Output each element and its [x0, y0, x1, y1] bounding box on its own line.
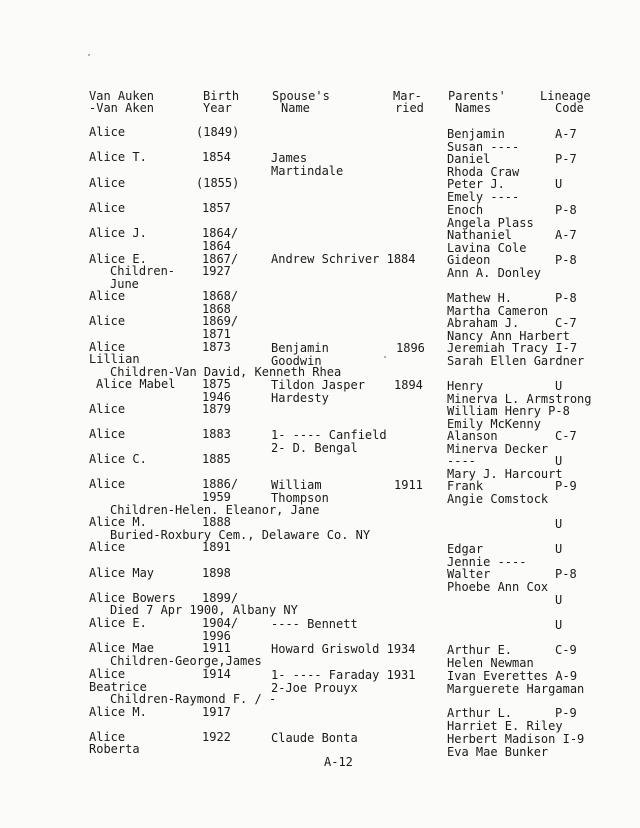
entry-line: Arthur E. — [447, 643, 513, 657]
entry-line: Daniel — [447, 152, 491, 166]
entry-line: U — [555, 542, 563, 556]
entry-line: 2-Joe Prouyx — [271, 681, 358, 695]
header-parents-line2: Names — [455, 101, 492, 115]
entry-line: 1883 — [202, 427, 231, 441]
entry-line: Alice — [89, 201, 126, 215]
scan-speck — [88, 54, 90, 56]
header-name-line1: Van Auken — [89, 89, 155, 103]
entry-line: Minerva L. Armstrong — [447, 392, 592, 406]
entry-line: Benjamin — [447, 127, 505, 141]
entry-line: James — [271, 151, 308, 165]
entry-line: 1871 — [202, 327, 231, 341]
entry-line: Alice M. — [89, 705, 147, 719]
entry-line: Harriet E. Riley — [447, 719, 563, 733]
entry-line: 1914 — [202, 667, 231, 681]
entry-line: Henry — [447, 379, 484, 393]
entry-line: 1- ---- Canfield — [271, 428, 387, 442]
entry-line: Died 7 Apr 1900, Albany NY — [110, 603, 298, 617]
entry-line: 1904/ — [202, 616, 239, 630]
entry-line: Alanson — [447, 429, 498, 443]
entry-line: Children-Raymond F. / - — [110, 692, 277, 706]
entry-line: 1868 — [202, 302, 231, 316]
entry-line: 1911 — [202, 641, 231, 655]
entry-line: Lillian — [89, 352, 140, 366]
entry-line: 1898 — [202, 566, 231, 580]
entry-line: 1873 — [202, 340, 231, 354]
entry-line: Tildon Jasper — [271, 378, 365, 392]
entry-line: 1959 — [202, 490, 231, 504]
entry-line: Alice M. — [89, 515, 147, 529]
entry-line: Andrew Schriver 1884 — [271, 252, 416, 266]
entry-line: 1875 — [202, 377, 231, 391]
entry-line: Beatrice — [89, 680, 147, 694]
entry-line: Martindale — [271, 164, 344, 178]
entry-line: U — [555, 593, 563, 607]
entry-line: U — [555, 454, 563, 468]
entry-line: Hardesty — [271, 391, 329, 405]
entry-line: 1864/ — [202, 226, 239, 240]
entry-line: Alice Bowers — [89, 591, 176, 605]
entry-line: Eva Mae Bunker — [447, 745, 549, 759]
entry-line: Children- — [110, 264, 176, 278]
entry-line: Ann A. Donley — [447, 266, 541, 280]
entry-line: 1886/ — [202, 477, 239, 491]
entry-line: Herbert Madison I-9 — [447, 732, 585, 746]
entry-line: Alice E. — [89, 616, 147, 630]
entry-line: Alice E. — [89, 252, 147, 266]
entry-line: 1- ---- Faraday 1931 — [271, 668, 416, 682]
entry-line: 1869/ — [202, 314, 239, 328]
entry-line: 1885 — [202, 452, 231, 466]
entry-line: Gideon — [447, 253, 491, 267]
entry-line: C-7 — [555, 316, 577, 330]
entry-line: Nancy Ann Harbert — [447, 329, 570, 343]
entry-line: P-7 — [555, 152, 577, 166]
entry-line: Abraham J. — [447, 316, 520, 330]
entry-line: 1857 — [202, 201, 231, 215]
entry-line: 1917 — [202, 705, 231, 719]
header-spouse-line1: Spouse's — [272, 89, 330, 103]
entry-line: 1854 — [202, 150, 231, 164]
entry-line: ---- — [447, 454, 476, 468]
entry-line: P-8 — [555, 253, 577, 267]
entry-line: (1849) — [196, 125, 240, 139]
entry-line: A-7 — [555, 127, 577, 141]
entry-line: Nathaniel — [447, 228, 513, 242]
entry-line: Buried-Roxbury Cem., Delaware Co. NY — [110, 528, 371, 542]
entry-line: P-8 — [555, 203, 577, 217]
scan-speck — [384, 356, 386, 358]
entry-line: Alice — [89, 340, 126, 354]
entry-line: C-7 — [555, 429, 577, 443]
entry-line: Alice Mabel — [96, 377, 176, 391]
entry-line: Alice — [89, 540, 126, 554]
entry-line: Alice — [89, 667, 126, 681]
entry-line: Alice — [89, 730, 126, 744]
entry-line: 1996 — [202, 629, 231, 643]
entry-line: Enoch — [447, 203, 484, 217]
entry-line: Helen Newman — [447, 656, 534, 670]
entry-line: Ivan Everettes A-9 — [447, 669, 578, 683]
entry-line: Children-Van David, Kenneth Rhea — [110, 365, 342, 379]
header-birth-line1: Birth — [203, 89, 240, 103]
entry-line: William — [271, 478, 322, 492]
entry-line: Roberta — [89, 742, 140, 756]
entry-line: Alice J. — [89, 226, 147, 240]
entry-line: 1864 — [202, 239, 231, 253]
entry-line: Peter J. — [447, 177, 505, 191]
entry-line: 1888 — [202, 515, 231, 529]
header-spouse-line2: Name — [281, 101, 310, 115]
entry-line: Howard Griswold 1934 — [271, 642, 416, 656]
entry-line: William Henry P-8 — [447, 404, 570, 418]
entry-line: U — [555, 517, 563, 531]
entry-line: U — [555, 177, 563, 191]
entry-line: Mathew H. — [447, 291, 513, 305]
header-parents-line1: Parents' — [448, 89, 506, 103]
entry-line: Alice C. — [89, 452, 147, 466]
page-number: A-12 — [324, 755, 353, 769]
entry-line: 1927 — [202, 264, 231, 278]
entry-line: Martha Cameron — [447, 304, 549, 318]
entry-line: 1867/ — [202, 252, 239, 266]
entry-line: U — [555, 379, 563, 393]
entry-line: Frank — [447, 479, 484, 493]
entry-line: 2- D. Bengal — [271, 441, 358, 455]
entry-line: Angela Plass — [447, 216, 534, 230]
entry-line: Alice Mae — [89, 641, 155, 655]
entry-line: P-8 — [555, 291, 577, 305]
entry-line: 1899/ — [202, 591, 239, 605]
entry-line: Rhoda Craw — [447, 165, 520, 179]
entry-line: U — [555, 618, 563, 632]
entry-line: 1922 — [202, 730, 231, 744]
entry-line: Goodwin — [271, 354, 322, 368]
entry-line: Jeremiah Tracy I-7 — [447, 341, 578, 355]
entry-line: Lavina Cole — [447, 241, 527, 255]
header-married-line2: ried — [395, 101, 424, 115]
entry-line: June — [110, 277, 139, 291]
entry-line: ---- Bennett — [271, 617, 358, 631]
entry-line: Mary J. Harcourt — [447, 467, 563, 481]
entry-line: Arthur L. — [447, 706, 513, 720]
entry-line: Alice — [89, 176, 126, 190]
entry-line: Edgar — [447, 542, 484, 556]
entry-line: Alice — [89, 427, 126, 441]
entry-line: Alice May — [89, 566, 155, 580]
entry-line: Sarah Ellen Gardner — [447, 354, 585, 368]
entry-line: P-9 — [555, 479, 577, 493]
entry-line: 1894 — [394, 378, 423, 392]
entry-line: 1911 — [394, 478, 423, 492]
entry-line: (1855) — [196, 176, 240, 190]
entry-line: 1896 — [396, 341, 425, 355]
header-lineage-line1: Lineage — [540, 89, 591, 103]
entry-line: Emily McKenny — [447, 417, 541, 431]
entry-line: Alice — [89, 125, 126, 139]
entry-line: Alice — [89, 477, 126, 491]
entry-line: Benjamin — [271, 341, 329, 355]
header-married-line1: Mar- — [393, 89, 422, 103]
entry-line: Marguerete Hargaman — [447, 682, 585, 696]
entry-line: Children-George,James — [110, 654, 262, 668]
entry-line: Alice T. — [89, 150, 147, 164]
entry-line: Alice — [89, 314, 126, 328]
entry-line: Walter — [447, 567, 491, 581]
entry-line: 1891 — [202, 540, 231, 554]
header-name-line2: -Van Aken — [89, 101, 155, 115]
entry-line: 1879 — [202, 402, 231, 416]
entry-line: Susan ---- — [447, 140, 520, 154]
entry-line: Alice — [89, 289, 126, 303]
entry-line: Alice — [89, 402, 126, 416]
entry-line: A-7 — [555, 228, 577, 242]
entry-line: 1868/ — [202, 289, 239, 303]
entry-line: Minerva Decker — [447, 442, 549, 456]
entry-line: P-9 — [555, 706, 577, 720]
entry-line: Thompson — [271, 491, 329, 505]
entry-line: Children-Helen. Eleanor, Jane — [110, 503, 320, 517]
header-lineage-line2: Code — [555, 101, 584, 115]
entry-line: Emely ---- — [447, 190, 520, 204]
header-birth-line2: Year — [203, 101, 232, 115]
entry-line: 1946 — [202, 390, 231, 404]
entry-line: Jennie ---- — [447, 555, 527, 569]
entry-line: C-9 — [555, 643, 577, 657]
entry-line: P-8 — [555, 567, 577, 581]
entry-line: Phoebe Ann Cox — [447, 580, 549, 594]
entry-line: Angie Comstock — [447, 492, 549, 506]
entry-line: Claude Bonta — [271, 731, 358, 745]
